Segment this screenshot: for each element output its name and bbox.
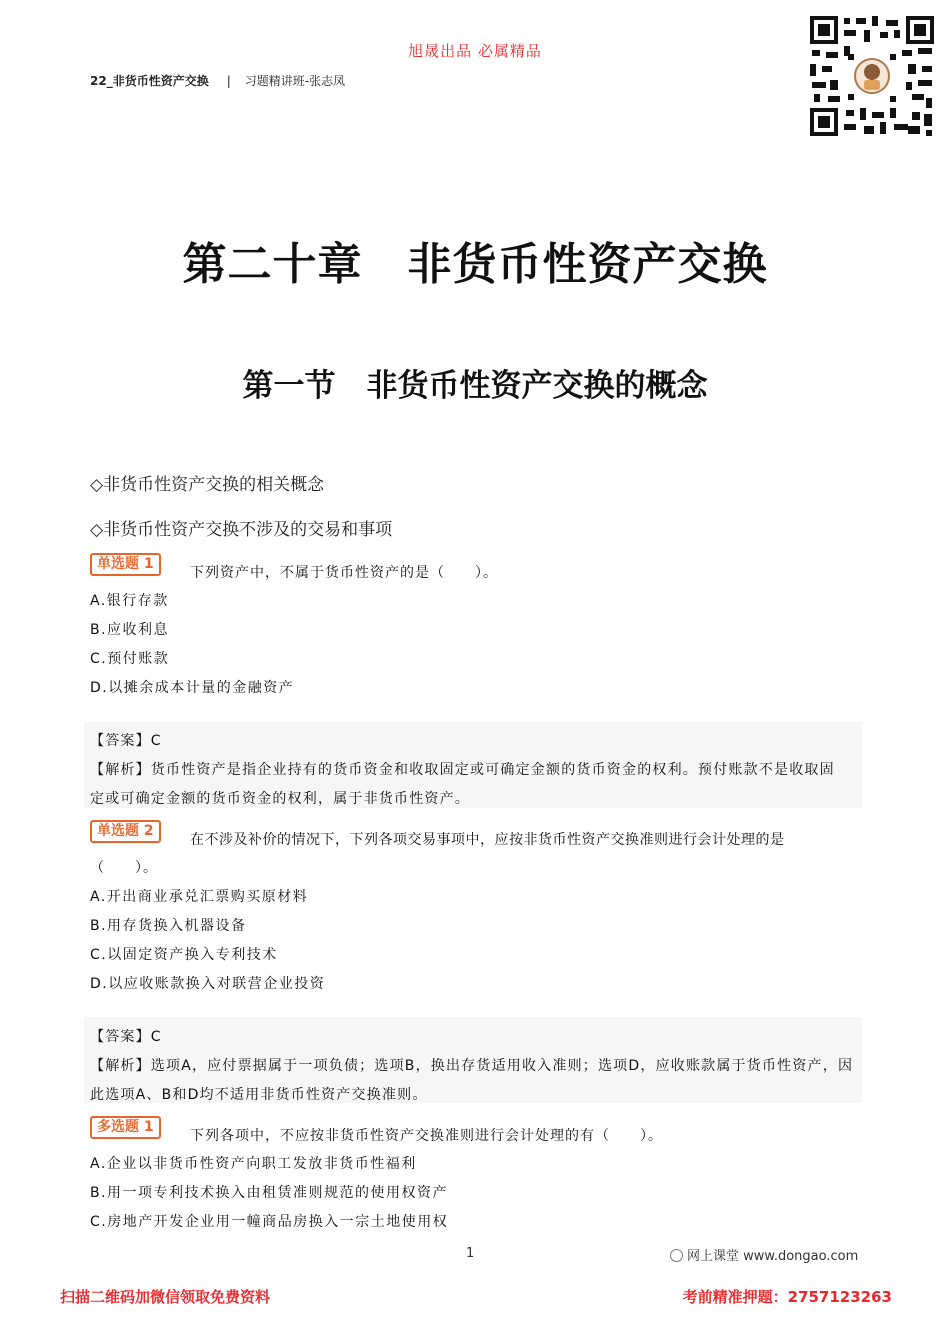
- option-a: A.银行存款: [90, 593, 169, 609]
- analysis-line: 此选项A、B和D均不适用非货币性资产交换准则。: [90, 1087, 428, 1103]
- question-badge: [90, 1116, 161, 1139]
- footer-logo: [670, 1245, 858, 1264]
- promo-banner-bottom-right: 考前精准押题：2757123263: [682, 1288, 892, 1306]
- chapter-title: 第二十章 非货币性资产交换: [182, 239, 768, 290]
- answer-text: 【答案】C: [90, 733, 162, 749]
- section-title: 第一节 非货币性资产交换的概念: [242, 368, 708, 404]
- question-stem-cont: （ ）。: [90, 860, 158, 876]
- answer-text: 【答案】C: [90, 1029, 162, 1045]
- promo-banner-bottom-left: 扫描二维码加微信领取免费资料: [60, 1288, 271, 1306]
- analysis-line: 定或可确定金额的货币资金的权利，属于非货币性资产。: [90, 791, 470, 807]
- option-b: B.用一项专利技术换入由租赁准则规范的使用权资产: [90, 1185, 449, 1201]
- question-stem: 下列各项中，不应按非货币性资产交换准则进行会计处理的有（ ）。: [190, 1128, 663, 1144]
- option-a: A.开出商业承兑汇票购买原材料: [90, 889, 309, 905]
- option-c: C.预付账款: [90, 651, 170, 667]
- page-header: [90, 72, 345, 89]
- analysis-line: 【解析】货币性资产是指企业持有的货币资金和收取固定或可确定金额的货币资金的权利。预付账款不是收取固: [90, 762, 835, 778]
- option-c: C.以固定资产换入专利技术: [90, 947, 278, 963]
- footer-logo-text: 网上课堂 www.dongao.com: [687, 1249, 859, 1264]
- analysis-line: 【解析】选项A，应付票据属于一项负债；选项B，换出存货适用收入准则；选项D，应收账款属于货币性资产，因: [90, 1058, 854, 1074]
- badge-label: 多选题 1: [90, 1116, 161, 1139]
- option-d: D.以摊余成本计量的金融资产: [90, 680, 295, 696]
- page-number: 1: [466, 1246, 475, 1261]
- bullet-item: ◇非货币性资产交换不涉及的交易和事项: [90, 520, 393, 540]
- header-separator: |: [226, 74, 231, 88]
- option-c: C.房地产开发企业用一幢商品房换入一宗土地使用权: [90, 1214, 449, 1230]
- option-b: B.应收利息: [90, 622, 170, 638]
- question-badge: [90, 820, 161, 843]
- badge-label: 单选题 1: [90, 553, 161, 576]
- logo-icon: [670, 1249, 683, 1262]
- question-stem: 在不涉及补价的情况下，下列各项交易事项中，应按非货币性资产交换准则进行会计处理的是: [190, 832, 785, 848]
- option-a: A.企业以非货币性资产向职工发放非货币性福利: [90, 1156, 417, 1172]
- badge-label: 单选题 2: [90, 820, 161, 843]
- option-b: B.用存货换入机器设备: [90, 918, 247, 934]
- header-chapter: 22_非货币性资产交换: [90, 74, 209, 88]
- bullet-item: ◇非货币性资产交换的相关概念: [90, 475, 325, 495]
- question-badge: [90, 553, 161, 576]
- option-d: D.以应收账款换入对联营企业投资: [90, 976, 326, 992]
- qr-code-icon[interactable]: [808, 14, 936, 138]
- question-stem: 下列资产中，不属于货币性资产的是（ ）。: [190, 565, 498, 581]
- promo-banner-top: 旭晟出品 必属精品: [408, 42, 542, 60]
- header-course: 习题精讲班-张志凤: [244, 74, 346, 88]
